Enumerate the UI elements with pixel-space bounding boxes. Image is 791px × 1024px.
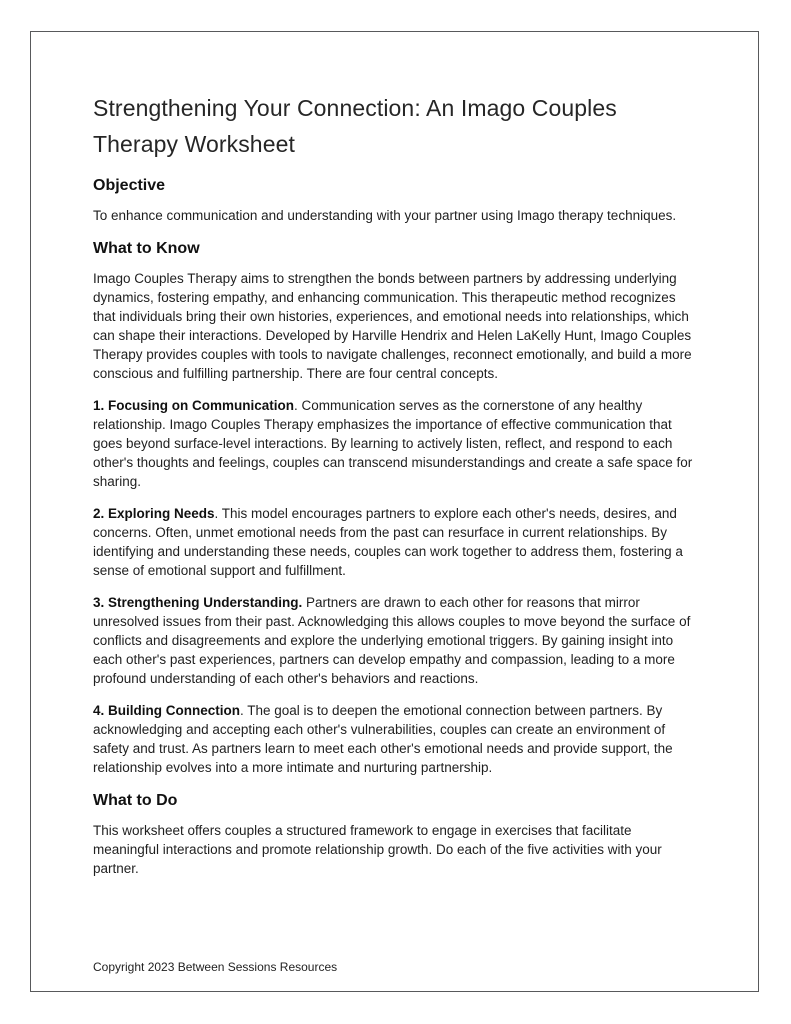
copyright-footer: Copyright 2023 Between Sessions Resources bbox=[93, 960, 338, 974]
concept-item-4 bbox=[93, 701, 700, 777]
concept-item-1-lead: 1. Focusing on Communication bbox=[93, 398, 295, 413]
what-to-know-intro-paragraph: Imago Couples Therapy aims to strengthen the bonds between partners by addressing underlying dynamics, fostering empathy, and enhancing communication. This therapeutic method recognizes that individuals bring their own histories, experiences, and emotional needs into relationships, which can shape their interactions. Developed by Harville Hendrix and Helen LaKelly Hunt, Imago Couples Therapy provides couples with tools to navigate challenges, reconnect emotionally, and build a more conscious and fulfilling partnership. There are four central concepts. bbox=[93, 271, 692, 381]
concept-item-3-text: Partners are drawn to each other for reasons that mirror unresolved issues from their past. Acknowledging this allows couples to move beyond the surface of conflicts and disagreements and explore the underlying emotional triggers. By gaining insight into each other's past experiences, partners can develop empathy and compassion, leading to a more profound understanding of each other's behaviors and reactions. bbox=[93, 595, 691, 686]
concept-item-2 bbox=[93, 504, 700, 580]
what-to-do-paragraph: This worksheet offers couples a structured framework to engage in exercises that facilitate meaningful interactions and promote relationship growth. Do each of the five activities with your partner. bbox=[93, 823, 662, 876]
concept-item-2-text: . This model encourages partners to explore each other's needs, desires, and concerns. Often, unmet emotional needs from the past can resurface in current relationships. By identifying and understanding these needs, couples can work together to address them, fostering a sense of emotional support and fulfillment. bbox=[93, 506, 683, 578]
page-title: Strengthening Your Connection: An Imago Couples Therapy Worksheet bbox=[93, 95, 617, 157]
section-heading-what-to-do: What to Do bbox=[93, 792, 178, 809]
concept-item-3 bbox=[93, 593, 700, 688]
section-heading-what-to-know: What to Know bbox=[93, 240, 200, 257]
concept-item-3-lead: 3. Strengthening Understanding. bbox=[93, 595, 303, 610]
concept-item-1-text: . Communication serves as the cornerstone of any healthy relationship. Imago Couples Therapy emphasizes the importance of effective communication that goes beyond surface-level interactions. By learning to actively listen, reflect, and respond to each other's thoughts and feelings, couples can transcend misunderstandings and create a safe space for sharing. bbox=[93, 398, 693, 489]
concept-item-4-text: . The goal is to deepen the emotional connection between partners. By acknowledging and accepting each other's vulnerabilities, couples can create an environment of safety and trust. As partners learn to meet each other's emotional needs and provide support, the relationship evolves into a more intimate and nurturing partnership. bbox=[93, 703, 673, 775]
concept-item-2-lead: 2. Exploring Needs bbox=[93, 506, 215, 521]
objective-paragraph: To enhance communication and understanding with your partner using Imago therapy techniques. bbox=[93, 208, 677, 223]
concept-item-1 bbox=[93, 396, 700, 491]
worksheet-page bbox=[30, 31, 759, 992]
concept-item-4-lead: 4. Building Connection bbox=[93, 703, 240, 718]
section-heading-objective: Objective bbox=[93, 177, 166, 194]
